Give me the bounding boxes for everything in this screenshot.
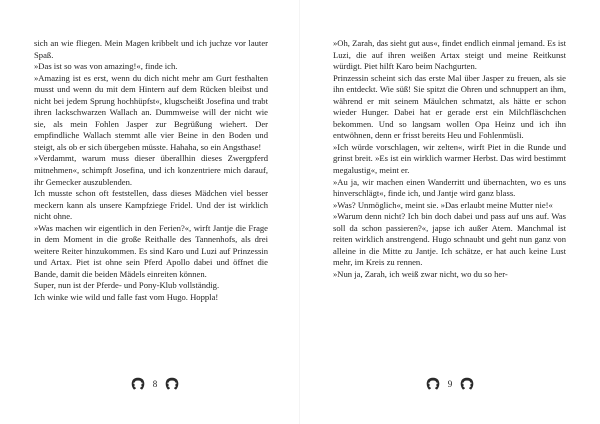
paragraph: »Was? Unmöglich«, meint sie. »Das erlaubt meine Mutter nie!« — [333, 199, 553, 210]
paragraph: »Ich würde vorschlagen, wir zelten«, wirft Piet in die Runde und grinst breit. »Es ist ein wirklich warmer Herbst. Das wird bestimmt megalustig«, meint er. — [333, 141, 566, 176]
page-number: 9 — [447, 379, 453, 389]
right-folio — [420, 375, 480, 393]
paragraph: sich an wie fliegen. Mein Magen kribbelt und ich juchze vor lauter Spaß. — [34, 38, 268, 60]
left-folio — [125, 375, 185, 393]
horseshoe-icon — [425, 376, 441, 392]
page-number: 8 — [152, 379, 158, 389]
horseshoe-icon — [130, 376, 146, 392]
paragraph: Super, nun ist der Pferde- und Pony-Klub vollständig. — [34, 280, 220, 291]
paragraph: »Das ist so was von amazing!«, finde ich. — [34, 61, 178, 72]
paragraph: Ich musste schon oft feststellen, dass dieses Mädchen viel besser meckern kann als unsere Kampfziege Fridel. Und der ist wirklich nicht ohne. — [34, 188, 268, 222]
paragraph: »Warum denn nicht? Ich bin doch dabei und pass auf uns auf. Was soll da schon passieren?«, japse ich außer Atem. Manchmal ist reiten wirklich anstrengend. Hugo schnaubt und geht nun ganz von alleine in die Mitte zu Jantje. Ich schätze, er hat auch keine Lust mehr, im Kreis zu rennen. — [333, 211, 566, 268]
paragraph: Ich winke wie wild und falle fast vom Hugo. Hoppla! — [34, 292, 219, 303]
horseshoe-icon — [164, 376, 180, 392]
paragraph: »Amazing ist es erst, wenn du dich nicht mehr am Gurt festhalten musst und wenn du mit dem Hintern auf dem Rücken bleibst und nicht bei jedem Sprung hochhüpfst«, klugscheißt Josefina und trabt ihren lackschwarzen Wallach an. Dummweise will der nicht wie sie, als mein Fohlen Jasper zur Begrüßung wiehert. Der empfindliche Wallach stemmt alle vier Beine in den Boden und steigt, als ob er sich übergeben müsste. Hahaha, so ein Angsthase! — [34, 72, 268, 152]
horseshoe-icon — [459, 376, 475, 392]
left-page-text — [34, 38, 268, 304]
paragraph: »Au ja, wir machen einen Wanderritt und übernachten, wo es uns hinverschlägt«, finde ich, und Jantje wird ganz blass. — [333, 176, 566, 199]
paragraph: »Verdammt, warum muss dieser überallhin dieses Zwergpferd mitnehmen«, schimpft Josefina, und ich konzentriere mich darauf, ihr Gemecker auszublenden. — [34, 153, 268, 187]
paragraph: »Was machen wir eigentlich in den Ferien?«, wirft Jantje die Frage in dem Moment in die große Reithalle des Tannenhofs, als drei weitere Reiter hinzukommen. Es sind Karo und Luzi auf Prinzessin und Artax. Piet ist ohne sein Pferd Apollo dabei und öffnet die Bande, damit die beiden Mädels einreiten können. — [34, 222, 268, 279]
right-page — [300, 0, 600, 424]
right-page-text — [333, 38, 566, 280]
paragraph: »Nun ja, Zarah, ich weiß zwar nicht, wo du so her- — [333, 268, 508, 279]
paragraph: Prinzessin scheint sich das erste Mal über Jasper zu freuen, als sie ihn entdeckt. Wie süß! Sie spitzt die Ohren und schnuppert an ihm, während er mit seinem Mäulchen schmatzt, als hätte er schon wieder Hunger. Dabei hat er gerade erst ein Milchfläschchen bekommen. Und so langsam wollen Opa Heinz und ich ihn entwöhnen, denn er frisst bereits Heu und Fohlenmüsli. — [333, 72, 566, 141]
paragraph: »Oh, Zarah, das sieht gut aus«, findet endlich einmal jemand. Es ist Luzi, die auf ihren weißen Artax steigt und meine Reitkunst würdigt. Piet hilft Karo beim Nachgurten. — [333, 38, 566, 72]
